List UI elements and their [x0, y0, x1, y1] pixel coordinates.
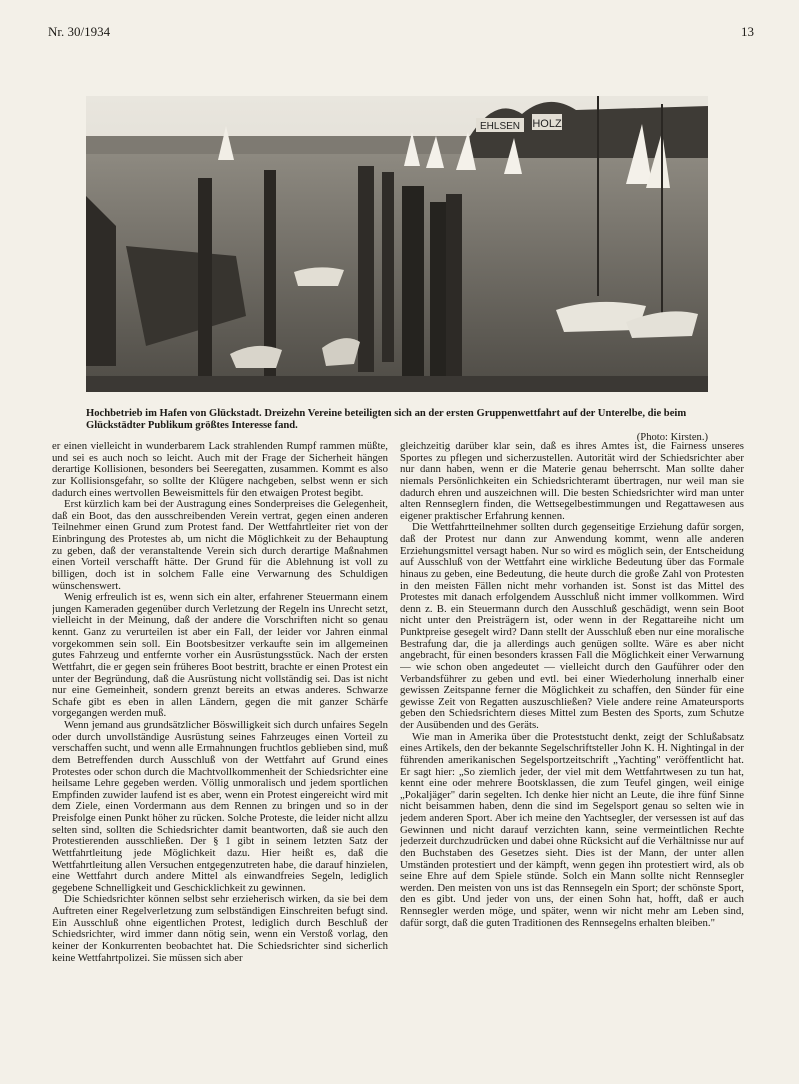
harbor-photo [86, 96, 708, 392]
photo-credit: (Photo: Kirsten.) [636, 432, 708, 444]
paragraph: gleichzeitig darüber klar sein, daß es ihres Amtes ist, die Fairness unseres Sportes zu pflegen und sicherzustellen. Autorität wird der Schiedsrichter aber nur dann haben, wenn er die Materie genau beherrscht. Man sollte daher niemals Persönlichkeiten ein Schiedsrichteramt übertragen, nur weil man sie dadurch ehren und auszeichnen will. Die besten Schiedsrichter wird man unter alten Rennseglern finden, die Wettsegelbestimmungen und Regattawesen aus eigener praktischer Erfahrung kennen. [400, 441, 744, 522]
page-number: 13 [741, 24, 754, 39]
page-header [48, 24, 754, 44]
sign-left: EHLSEN [479, 121, 521, 132]
issue-number: Nr. 30/1934 [48, 24, 111, 39]
paragraph: Wie man in Amerika über die Proteststucht denkt, zeigt der Schlußabsatz eines Artikels, den der bekannte Segelschriftsteller John K. H. Nightingal in der führenden amerikanischen Segelsportzeitschrift „Yachting" veröffentlicht hat. Er sagt hier: „So ziemlich jeder, der viel mit dem Wettfahrtwesen zu tun hat, kennt eine oder mehrere Bootsklassen, die zum Teufel gingen, weil einige „Pokaljäger" darin segelten. Ich denke hier nicht an Leute, die ihre fünf Sinne nicht beisammen haben, denn die sind im Segelsport genau so selten wie in jedem anderen Sport. Aber ich meine den Yachtsegler, der versessen ist auf das Gewinnen und nicht darauf verzichten kann, seine vermeintlichen Rechte jederzeit durchzudrücken und dabei ohne Rücksicht auf die Verhältnisse nur auf den Buchstaben des Gesetzes sieht. Dies ist der Mann, der unter allen Umständen protestiert und der kämpft, wenn gegen ihn protestiert wird, als ob seine Ehre auf dem Spiele stünde. Solch ein Mann sollte nicht Rennsegler werden. Den meisten von uns ist das Rennsegeln ein Sport; der schönste Sport, den es gibt. Und jeder von uns, der einen Sohn hat, hofft, daß er auch Rennsegler werden möge, und später, wenn wir nicht mehr am Leben sind, dafür sorgt, daß die guten Traditionen des Rennsegelns erhalten bleiben." [400, 730, 744, 929]
sign-right: HOLZ [532, 118, 562, 130]
paragraph: Wenn jemand aus grundsätzlicher Böswilligkeit sich durch unfaires Segeln oder durch unvollständige Ausrüstung seines Fahrzeuges einen Vorteil zu verschaffen sucht, und wenn alle Ermahnungen fruchtlos geblieben sind, muß dem Betreffenden durch Ausschluß von der Wettfahrt auf Grund eines Protestes oder schon durch die Machtvollkommenheit der Schiedsrichter eine heilsame Lehre gegeben werden. Völlig unmoralisch und jedem sportlichen Empfinden zuwider laufend ist es aber, wenn ein Protest eingereicht wird mit dem Ziele, einen Vordermann aus dem Rennen zu bringen und so in der Preisfolge einen Punkt höher zu rücken. Solche Proteste, die leider nicht allzu selten sind, sollten die Schiedsrichter damit beantworten, daß sie auch den Protestierenden ausschließen. Der § 1 gibt in seinem letzten Satz der Wettfahrtleitung jede Möglichkeit dazu. Hier heißt es, daß die Wettfahrtleitung allen Versuchen entgegenzutreten habe, die darauf hinzielen, eine Wettfahrt durch andere Mittel als einwandfreies Segeln, lediglich gegebene Schnelligkeit und Geschicklichkeit zu gewinnen. [52, 719, 388, 894]
paragraph: Die Schiedsrichter können selbst sehr erzieherisch wirken, da sie bei dem Auftreten einer Regelverletzung zum selbständigen Einschreiten befugt sind. Ein Ausschluß ohne eigentlichen Protest, lediglich durch Beschluß der Schiedsrichter, wird immer dann nötig sein, wenn ein Verstoß vorlag, den keiner der Konkurrenten beobachtet hat. Die Schiedsrichter sind sicherlich keine Wettfahrtpolizei. Sie müssen sich aber [52, 893, 388, 964]
paragraph: Die Wettfahrtteilnehmer sollten durch gegenseitige Erziehung dafür sorgen, daß der Protest nur dann zur Anwendung kommt, wenn alle anderen Erziehungsmittel versagt haben. Nur so wird es möglich sein, der Entscheidung auf Ausschluß von der Wettfahrt eine wirkliche Bedeutung über das Formale hinaus zu geben, eine Bedeutung, die heute durch die große Zahl von Protesten in den meisten Fällen nicht mehr vorhanden ist. Sonst ist das Mittel des Protestes mit danach erfolgendem Ausschluß nicht immer vollkommen. Wird denn z. B. ein Steuermann durch den Ausschluß geschädigt, wenn sein Boot nicht unter den Preisträgern ist, oder wenn in der Regattareihe nicht um Punktpreise gesegelt wird? Dann stellt der Ausschluß eben nur eine moralische Bestrafung dar, die ja allerdings auch genügen sollte. Wäre es aber nicht angebracht, für einen besonders krassen Fall die Möglichkeit einer Verwarnung — wie schon oben angedeutet — vielleicht durch den Gauführer oder den Verbandsführer zu geben und evtl. bei einer Wiederholung innerhalb einer gewissen Zeitspanne ferner die Möglichkeit zu schaffen, den Sünder für eine gewisse Zeit von Regatten auszuschließen? Viele andere reine Amateursports geben den Schiedsrichtern dieses Mittel zum Besten des Sports, zum Schutze der Ausübenden und des Geräts. [400, 521, 744, 731]
paragraph: er einen vielleicht in wunderbarem Lack strahlenden Rumpf rammen müßte, und sei es auch noch so leicht. Auch mit der Frage der Sicherheit hängen derartige Kollisionen, besonders bei Seeregatten, zusammen. Kommt es also zur Kollisionsgefahr, so sollte der Klügere nachgeben, selbst wenn er sich dadurch eines wertvollen Beweismittels für den etwaigen Protest begibt. [52, 441, 388, 499]
paragraph: Wenig erfreulich ist es, wenn sich ein alter, erfahrener Steuermann einem jungen Kameraden gegenüber durch Verletzung der Regeln ins Unrecht setzt, vielleicht in der Meinung, daß der andere die Vorschriften nicht so genau kennt. Ganz zu verurteilen ist aber ein Fall, der leider vor Jahren einmal vorgekommen sein soll. Ein Bootsbesitzer verkaufte sein im allgemeinen gutes Fahrzeug und entfernte vorher ein Ausrüstungsstück. Nach der ersten Wettfahrt, die er gegen sein früheres Boot bestritt, brachte er einen Protest ein unter der Begründung, daß die Ausrüstung nicht vollständig sei. Das ist nicht nur eine Gemeinheit, sondern grenzt bereits an etwas anderes. Schwarze Schafe gibt es eben in allen Ländern, gegen die mit ganzer Schärfe vorgegangen werden muß. [52, 591, 388, 720]
caption-text: Hochbetrieb im Hafen von Glückstadt. Dreizehn Vereine beteiligten sich an der ersten Gruppenwettfahrt auf der Unterelbe, die beim Glückstädter Publikum größtes Interesse fand. [86, 408, 687, 432]
right-column [400, 441, 744, 1041]
harbor-photo-icon [86, 96, 708, 392]
paragraph: Erst kürzlich kam bei der Austragung eines Sonderpreises die Gelegenheit, daß ein Boot, das den ausschreibenden Verein vertrat, gegen einen anderen Teilnehmer einen Grund zum Protest fand. Der Wettfahrtleiter riet von der Einbringung des Protestes ab, um nicht die Möglichkeit zu der Behauptung zu geben, daß der veranstaltende Verein sich durch derartige Maßnahmen einen Vorteil verschafft hätte. Der Grund für die Ablehnung ist voll zu billigen, doch ist in solchem Falle eine Verwarnung des Schuldigen wünschenswert. [52, 498, 388, 592]
photo-caption [86, 408, 708, 444]
left-column [52, 441, 388, 1041]
